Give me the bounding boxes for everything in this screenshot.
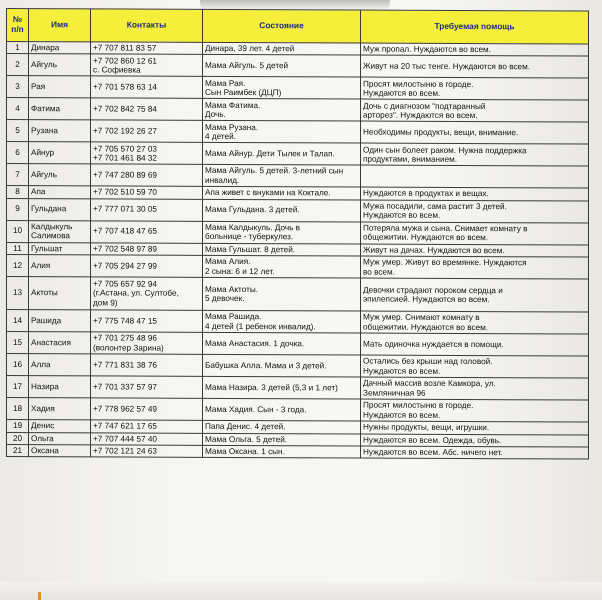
row-contacts: +7 705 657 92 94 (г.Астана, ул. Султобе, дом 9) [91,277,203,310]
cut-off-title [200,0,390,9]
row-number: 11 [7,242,29,255]
row-number: 1 [7,42,29,55]
table-row [7,376,589,401]
row-number: 19 [7,420,29,433]
row-condition: Мама Гульшат. 8 детей. [203,243,361,256]
table-row [7,98,589,123]
table-row [7,310,589,335]
table-body [7,42,589,460]
row-name: Айнур [29,142,91,164]
header-condition: Состояние [203,9,361,43]
row-condition: Мама Ольга. 5 детей. [203,433,361,446]
row-condition: Мама Оксана. 1 сын. [203,445,361,458]
row-help: Нуждаются во всем. Абс. ничего нет. [361,446,589,459]
row-number: 6 [7,142,29,164]
bottom-strip [0,582,602,600]
row-contacts: +7 702 548 97 89 [91,243,203,256]
row-help: Муж умер. Снимают комнату в общежитии. Нуждаются во всем. [361,311,589,334]
table-row [7,198,589,223]
row-condition: Мама Назира. 3 детей (5,3 и 1 лет) [203,376,361,399]
row-condition: Мама Фатима. Дочь. [203,99,361,122]
row-name: Айгуль [29,54,91,76]
row-name: Апа [29,186,91,199]
row-help: Нуждаются в продуктах и вещах. [361,187,589,200]
row-name: Хадия [29,398,91,420]
row-number: 17 [7,376,29,398]
row-number: 20 [7,432,29,445]
help-needed-table [6,8,589,460]
row-number: 13 [7,277,29,310]
table-row [7,398,589,423]
row-condition: Мама Рузана. 4 детей. [203,121,361,144]
row-name: Алия [29,255,91,277]
row-contacts: +7 775 748 47 15 [91,310,203,332]
row-contacts: +7 702 860 12 61 с. Софиевка [91,54,203,76]
row-contacts: +7 777 071 30 05 [91,199,203,221]
row-number: 18 [7,398,29,420]
table-header-row [7,9,589,45]
row-condition: Мама Айнур. Дети Тылек и Талап. [203,143,361,166]
row-contacts: +7 702 842 75 84 [91,98,203,120]
row-contacts: +7 701 337 57 97 [91,376,203,398]
row-number: 12 [7,255,29,277]
row-condition: Мама Гульдана. 3 детей. [203,199,361,222]
row-name: Алла [29,354,91,376]
row-contacts: +7 707 444 57 40 [91,432,203,445]
header-contacts: Контакты [91,9,203,42]
row-contacts: +7 705 294 27 99 [91,255,203,277]
row-name: Денис [29,420,91,433]
row-help: Просят милостыню в городе. Нуждаются во всем. [361,77,589,100]
row-condition: Мама Хадия. Сын - 3 года. [203,398,361,421]
row-help: Живут на дачах. Нуждаются во всем. [361,244,589,257]
table-row [7,54,589,79]
row-help: Дачный массив возле Камкора, ул. Земляничная 96 [361,377,589,400]
row-help: Муж умер. Живут во времянке. Нуждаются во всем. [361,256,589,279]
row-condition: Бабушка Алла. Мама и 3 детей. [203,354,361,377]
row-help: Один сын болеет раком. Нужна поддержка продуктами, вниманием. [361,143,589,166]
row-number: 3 [7,76,29,98]
row-name: Рузана [29,120,91,142]
row-help: Остались без крыши над головой. Нуждаются во всем. [361,355,589,378]
row-name: Рая [29,76,91,98]
row-contacts: +7 701 578 63 14 [91,76,203,98]
row-help: Муж пропал. Нуждаются во всем. [361,43,589,56]
orange-mark [38,592,41,600]
table-row [7,444,589,459]
row-help: Просят милостыню в городе. Нуждаются во всем. [361,399,589,422]
row-condition: Мама Рашида. 4 детей (1 ребенок инвалид). [203,310,361,333]
header-help: Требуемая помощь [361,10,589,44]
row-name: Калдыкуль Салимова [29,220,91,242]
row-help: Дочь с диагнозом "подтаранный арторез". Нуждаются во всем. [361,99,589,122]
row-contacts: +7 705 570 27 03 +7 701 461 84 32 [91,142,203,164]
row-help: Нужны продукты, вещи, игрушки. [361,421,589,434]
row-number: 4 [7,98,29,120]
row-number: 21 [7,444,29,457]
row-number: 9 [7,198,29,220]
row-name: Анастасия [29,332,91,354]
row-condition: Мама Актоты. 5 девочек. [203,277,361,311]
row-contacts: +7 702 510 59 70 [91,186,203,199]
row-contacts: +7 707 811 83 57 [91,42,203,55]
row-name: Рашида [29,310,91,332]
table-row [7,332,589,357]
row-condition: Мама Айгуль. 5 детей. 3-летний сын инвалид. [203,165,361,188]
row-help: Потеряла мужа и сына. Снимает комнату в общежитии. Нуждаются во всем. [361,222,589,245]
table-row [7,255,589,280]
row-contacts: +7 707 418 47 65 [91,221,203,243]
row-name: Оксана [29,445,91,458]
row-number: 16 [7,354,29,376]
row-name: Ольга [29,432,91,445]
table-row [7,220,589,245]
row-name: Назира [29,376,91,398]
table-row [7,354,589,379]
table-row [7,142,589,167]
row-help: Мать одиночка нуждается в помощи. [361,333,589,356]
row-condition: Мама Анастасия. 1 дочка. [203,332,361,355]
table-row [7,76,589,101]
row-condition: Апа живет с внуками на Коктале. [203,187,361,200]
row-number: 8 [7,186,29,199]
row-name: Фатима [29,98,91,120]
row-number: 15 [7,332,29,354]
header-name: Имя [29,9,91,42]
row-help: Мужа посадили, сама растит 3 детей. Нуждаются во всем. [361,200,589,223]
row-condition: Мама Рая. Сын Раимбек (ДЦП) [203,77,361,100]
table-row [7,164,589,188]
row-number: 2 [7,54,29,76]
row-name: Гульдана [29,198,91,220]
row-name: Гульшат [29,242,91,255]
row-contacts: +7 701 275 48 96 (волонтер Зарина) [91,332,203,354]
row-help: Необходимы продукты, вещи, внимание. [361,121,589,144]
row-contacts: +7 702 192 26 27 [91,120,203,142]
row-contacts: +7 702 121 24 63 [91,445,203,458]
row-contacts: +7 747 621 17 65 [91,420,203,433]
row-help: Девочки страдают пороком сердца и эпилепсией. Нуждаются во всем. [361,278,589,312]
row-number: 5 [7,120,29,142]
row-name: Актоты [29,277,91,310]
row-help: Нуждаются во всем. Одежда, обувь. [361,434,589,447]
row-condition: Динара, 39 лет. 4 детей [203,42,361,55]
table-row [7,277,589,313]
row-contacts: +7 778 962 57 49 [91,398,203,420]
header-num: № п/п [7,9,29,42]
row-number: 14 [7,310,29,332]
row-condition: Мама Алия. 2 сына: 6 и 12 лет. [203,255,361,278]
table-row [7,120,589,145]
row-condition: Мама Калдыкуль. Дочь в больнице - туберкулез. [203,221,361,244]
row-contacts: +7 747 280 89 69 [91,164,203,186]
row-name: Динара [29,42,91,55]
row-help: Живут на 20 тыс тенге. Нуждаются во всем. [361,55,589,78]
row-condition: Мама Айгуль. 5 детей [203,55,361,78]
row-number: 7 [7,164,29,186]
row-number: 10 [7,220,29,242]
row-contacts: +7 771 831 38 76 [91,354,203,376]
row-condition: Папа Денис. 4 детей. [203,420,361,433]
row-name: Айгуль [29,164,91,186]
row-help [361,165,589,188]
